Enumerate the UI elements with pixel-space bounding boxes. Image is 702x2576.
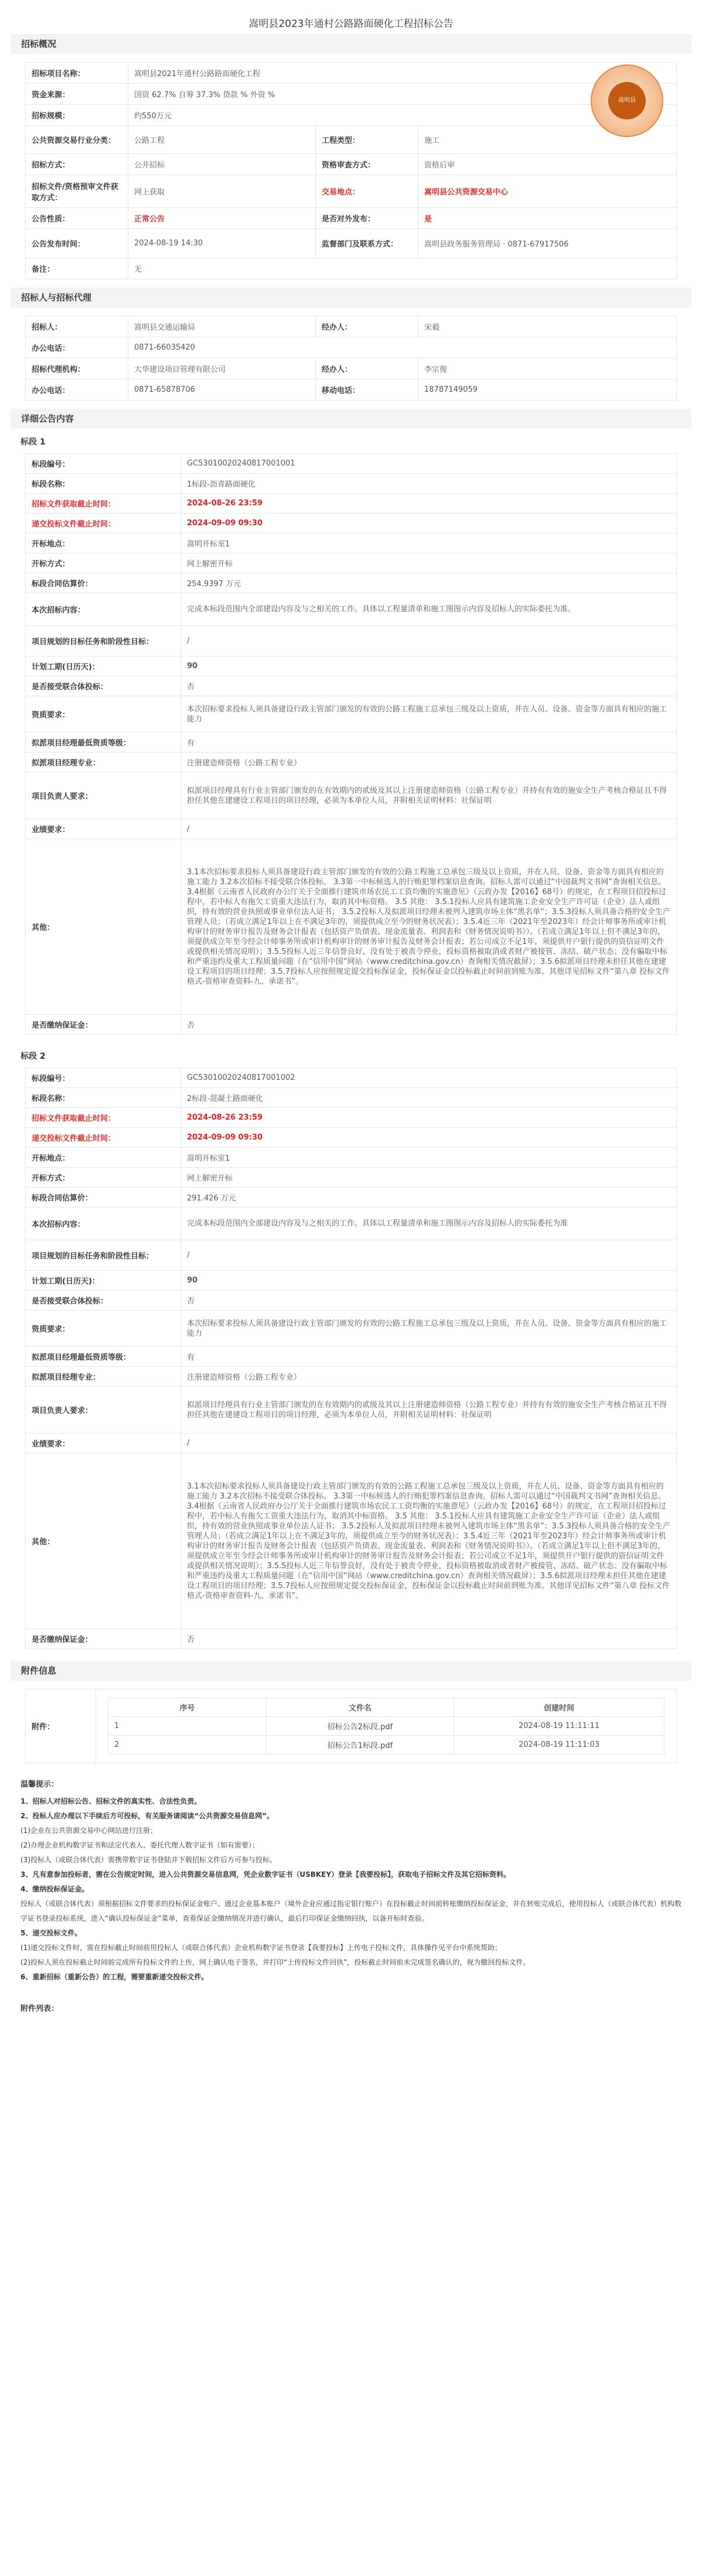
- lot-deadline-label: 招标文件获取截止时间：: [26, 1108, 181, 1128]
- agency-label: 招标代理机构：: [26, 358, 128, 379]
- method-value: 公开招标: [128, 154, 316, 175]
- lot-row-deposit: [26, 1015, 677, 1035]
- table-row[interactable]: [108, 1736, 664, 1754]
- lot-row-period: [26, 1271, 677, 1291]
- remark-label: 备注：: [26, 258, 128, 279]
- lot-row-performance: [26, 1434, 677, 1453]
- publish-label: 公告发布时间：: [26, 229, 128, 258]
- tip-line: 4、缴纳投标保证金。: [21, 1885, 89, 1893]
- lot-row-lot-goal: [26, 1240, 677, 1271]
- lot-name-value: 1标段-沥青路面硬化: [181, 474, 677, 494]
- place-value: 嵩明县公共资源交易中心: [418, 175, 677, 208]
- lot-name-label: 标段名称：: [26, 1088, 181, 1108]
- lot-row-performance: [26, 819, 677, 839]
- lot-manager-major-value: 注册建造师资格（公路工程专业）: [181, 1367, 677, 1387]
- lot-scope-value: 完成本标段范围内全部建设内容及与之相关的工作。具体以工程量清单和施工图图示内容及招标人的实际委托为准。: [181, 593, 677, 626]
- tip-line: 6、重新招标（重新公告）的工程，需要重新递交投标文件。: [21, 1973, 209, 1981]
- handler2-value: 李宗俊: [418, 358, 677, 379]
- attachment-no: 2: [108, 1736, 267, 1754]
- lot-performance-label: 业绩要求：: [26, 1434, 181, 1453]
- lot-performance-value: /: [181, 1434, 677, 1453]
- lot-row-manager-major: [26, 752, 677, 772]
- engineering-type-label: 工程类型：: [316, 126, 418, 154]
- agent-block: [0, 307, 702, 409]
- lot-period-value: 90: [181, 1271, 677, 1291]
- lot-deposit-value: 否: [181, 1015, 677, 1035]
- lot-row-scope: [26, 1207, 677, 1240]
- tenderer-label: 招标人：: [26, 316, 128, 337]
- lot-bid-deadline-value: 2024-09-09 09:30: [181, 1128, 677, 1148]
- lot-row-price: [26, 573, 677, 593]
- lot-deposit-label: 是否缴纳保证金：: [26, 1015, 181, 1035]
- foreign-label: 是否对外发布：: [316, 208, 418, 229]
- tip-line: (1)企业在公共资源交易中心网站进行注册；: [21, 1826, 157, 1835]
- scale-value: 约550万元: [128, 105, 677, 126]
- public-resource-value: 公路工程: [128, 126, 316, 154]
- lot-performance-label: 业绩要求：: [26, 819, 181, 839]
- lot-open-method-value: 网上解密开标: [181, 1168, 677, 1188]
- lot-open-method-label: 开标方式：: [26, 553, 181, 573]
- attachment-time: 2024-08-19 11:11:11: [454, 1717, 664, 1736]
- public-resource-label: 公共资源交易行业分类：: [26, 126, 128, 154]
- lot-block: [0, 453, 702, 1043]
- lot-row-qualification: [26, 696, 677, 733]
- overview-head: 招标概况: [11, 34, 691, 54]
- row-obtain: [26, 175, 677, 208]
- page-title: 嵩明县2023年通村公路路面硬化工程招标公告: [248, 18, 454, 30]
- nature-label: 公告性质：: [26, 208, 128, 229]
- lot-row-code: [26, 454, 677, 474]
- remark-value: 无: [128, 258, 677, 279]
- attachments-block: [0, 1681, 702, 1771]
- tip-line: 1、招标人对招标公告、招标文件的真实性、合法性负责。: [21, 1797, 202, 1805]
- lot-row-deadline: [26, 494, 677, 514]
- lot-row-deposit: [26, 1629, 677, 1649]
- lot-row-lot-goal: [26, 626, 677, 656]
- lot-row-open-place: [26, 1148, 677, 1168]
- lot-row-deadline: [26, 1108, 677, 1128]
- tip-line: 5、递交投标文件。: [21, 1929, 82, 1937]
- lot-lot-goal-value: /: [181, 1240, 677, 1271]
- attachments-outer-table: [25, 1689, 677, 1763]
- phone1-value: 0871-66035420: [128, 337, 677, 358]
- lot-code-value: GC53010020240817001001: [181, 454, 677, 474]
- lot-code-label: 标段编号：: [26, 454, 181, 474]
- attachments-row: [26, 1689, 677, 1763]
- lot-name-value: 2标段-混凝土路面硬化: [181, 1088, 677, 1108]
- official-seal-icon: [591, 64, 663, 137]
- lot-deposit-label: 是否缴纳保证金：: [26, 1629, 181, 1649]
- lot-row-name: [26, 474, 677, 494]
- lot-consortium-value: 否: [181, 1291, 677, 1311]
- lot-scope-label: 本次招标内容：: [26, 593, 181, 626]
- lot-row-open-place: [26, 533, 677, 553]
- lot-manager-req-value: 有: [181, 1347, 677, 1367]
- lot-block: [0, 1068, 702, 1657]
- lot-code-label: 标段编号：: [26, 1068, 181, 1088]
- lot-open-place-label: 开标地点：: [26, 1148, 181, 1168]
- row-tenderer: [26, 316, 677, 337]
- lot-title: 标段 2: [21, 1052, 46, 1061]
- lot-row-qualification: [26, 1311, 677, 1347]
- row-phone1: [26, 337, 677, 358]
- funding-label: 资金来源：: [26, 84, 128, 105]
- lot-consortium-label: 是否接受联合体投标：: [26, 676, 181, 696]
- attachments-label: 附件：: [26, 1689, 96, 1763]
- lot-qualification-label: 资质要求：: [26, 1311, 181, 1347]
- attachments-header-row: [108, 1698, 664, 1717]
- lot-open-place-label: 开标地点：: [26, 533, 181, 553]
- seal-text: 嵩明县: [608, 82, 646, 119]
- lot-manager-major-value: 注册建造师资格（公路工程专业）: [181, 752, 677, 772]
- lot-lot-goal-value: /: [181, 626, 677, 656]
- lot-manager-major-label: 拟派项目经理专业：: [26, 1367, 181, 1387]
- lot-qualification-value: 本次招标要求投标人须具备建设行政主管部门颁发的有效的公路工程施工总承包三级及以上资质，并在人员、设备、资金等方面具有相应的施工能力: [181, 696, 677, 733]
- funding-value: 国资 62.7% 自筹 37.3% 贷款 % 外资 %: [128, 84, 677, 105]
- lot-row-manager-qual: [26, 1387, 677, 1434]
- project-name-label: 招标项目名称：: [26, 63, 128, 84]
- lot-row-consortium: [26, 1291, 677, 1311]
- obtain-label: 招标文件/资格预审文件获取方式：: [26, 175, 128, 208]
- lot-manager-req-label: 拟派项目经理最低资质等级：: [26, 1347, 181, 1367]
- phone2-label: 办公电话：: [26, 379, 128, 401]
- lot-row-manager-req: [26, 733, 677, 752]
- lot-code-value: GC53010020240817001002: [181, 1068, 677, 1088]
- lot-period-label: 计划工期(日历天)：: [26, 1271, 181, 1291]
- lot-deadline-value: 2024-08-26 23:59: [181, 494, 677, 514]
- place-label: 交易地点：: [316, 175, 418, 208]
- lot-consortium-value: 否: [181, 676, 677, 696]
- lot-period-label: 计划工期(日历天)：: [26, 656, 181, 676]
- mobile-label: 移动电话：: [316, 379, 418, 401]
- lot-bid-deadline-value: 2024-09-09 09:30: [181, 514, 677, 533]
- row-method: [26, 154, 677, 175]
- lot-bid-deadline-label: 递交投标文件截止时间：: [26, 1128, 181, 1148]
- col-file: 文件名: [267, 1698, 454, 1717]
- lot-qualification-label: 资质要求：: [26, 696, 181, 733]
- lot-row-consortium: [26, 676, 677, 696]
- nature-value: 正常公告: [128, 208, 316, 229]
- row-publish: [26, 229, 677, 258]
- attachments-table: [108, 1698, 664, 1754]
- row-project-name: [26, 63, 677, 84]
- lot-open-method-value: 网上解密开标: [181, 553, 677, 573]
- lot-row-name: [26, 1088, 677, 1108]
- overview-block: [0, 54, 702, 288]
- lot-open-method-label: 开标方式：: [26, 1168, 181, 1188]
- agent-head: 招标人与招标代理: [11, 288, 691, 307]
- lot-lot-goal-label: 项目规划的目标任务和阶段性目标：: [26, 1240, 181, 1271]
- row-agency: [26, 358, 677, 379]
- review-label: 资格审查方式：: [316, 154, 418, 175]
- attachment-list-label: 附件列表：: [21, 2004, 59, 2013]
- mobile-value: 18787149059: [418, 379, 677, 401]
- phone1-label: 办公电话：: [26, 337, 128, 358]
- publish-value: 2024-08-19 14:30: [128, 229, 316, 258]
- supervise-value: 嵩明县政务服务管理局 · 0871-67917506: [418, 229, 677, 258]
- engineering-type-value: 施工: [418, 126, 677, 154]
- attachment-file-link[interactable]: 招标公告1标段.pdf: [267, 1736, 454, 1754]
- lot-open-place-value: 嵩明开标室1: [181, 1148, 677, 1168]
- row-funding: [26, 84, 677, 105]
- row-remark: [26, 258, 677, 279]
- overview-table: [25, 62, 677, 279]
- lot-manager-qual-value: 拟派项目经理具有行业主管部门颁发的在有效期内的贰级及其以上注册建造师资格（公路工程专业）并持有有效的施安全生产考核合格证且不得担任其他在建建设工程项目的项目经理，必须为本单位人员，并附相关证明材料：社保证明: [181, 1387, 677, 1434]
- lot-scope-value: 完成本标段范围内全部建设内容及与之相关的工作。具体以工程量清单和施工图图示内容及招标人的实际委托为准: [181, 1207, 677, 1240]
- lot-other-value: 3.1本次招标要求投标人须具备建设行政主管部门颁发的有效的公路工程施工总承包三级及以上资质，并在人员、设备、资金等方面具有相应的施工能力 3.2本次招标不接受联合体投标。 3.3第一中标候选人的行贿犯罪档案信息查询。招标人需可以通过“中国裁判文书网”查询相关信息。 3.4根据《云南省人民政府办公厅关于全面推行建筑市场农民工工资均衡的实施意见》（云政办发【2016】68号）的规定，在工程项目招投标过程中，若中标人有拖欠工资重大违法行为，取消其中标资格。 3.5 其他： 3.5.1投标人应具有建筑施工企业安全生产许可证（企业）法人或组织，持有效的营业执照或事业单位法人证书； 3.5.2投标人及拟派项目经理未被列入建筑市场主体“黑名单”；3.5.3投标人须具备合格的安全生产管理人员；（若成立满足1年以上在不满足3年的，须提供成立至今的财务状况表）；3.5.4近三年（2021年至2023年）经会计师事务所或审计机构审计的财务审计报告及财务会计报表（包括资产负债表、现金流量表、利润表和《财务情况说明书》）。（若成立满足1年以上但不满足3年的，须提供成立年至今经会计师事务所或审计机构审计的财务审计报告及财务会计报表；若公司成立不足1年，须提供开户银行提供的资信证明文件或提供相关情况说明）；3.5.5投标人近三年信誉良好，没有处于被责令停业，投标资格被取消或者财产被接管、冻结、破产状态；没有骗取中标和严重违约及重大工程质量问题（在“信用中国”网站（www.creditchina.gov.cn）查询相关情况截屏）；3.5.6拟派项目经理未担任其他在建建设工程项目的项目经理；3.5.7投标人应按照规定提交投标保证金，投标保证金以投标截止时间前到账为准。其他详见招标文件“第八章 投标文件格式-资格审查资料-九、承诺书”。: [181, 1453, 677, 1629]
- lot-row-bid-deadline: [26, 514, 677, 533]
- tips-lines: [21, 1794, 681, 1985]
- lot-row-bid-deadline: [26, 1128, 677, 1148]
- lot-open-place-value: 嵩明开标室1: [181, 533, 677, 553]
- row-public-resource: [26, 126, 677, 154]
- lot-price-label: 标段合同估算价：: [26, 573, 181, 593]
- lot-deadline-label: 招标文件获取截止时间：: [26, 494, 181, 514]
- lot-table: [25, 453, 677, 1035]
- lot-manager-qual-label: 项目负责人要求：: [26, 1387, 181, 1434]
- tip-line: (2)办理企业机构数字证书和法定代表人、委托代理人数字证书（如有需要）；: [21, 1841, 260, 1849]
- lot-deadline-value: 2024-08-26 23:59: [181, 1108, 677, 1128]
- col-time: 创建时间: [454, 1698, 664, 1717]
- review-value: 资格后审: [418, 154, 677, 175]
- obtain-value: 网上获取: [128, 175, 316, 208]
- tip-line: 2、投标人应办理以下手续后方可投标，有关服务请阅读“公共资源交易信息网”。: [21, 1812, 274, 1820]
- handler1-label: 经办人：: [316, 316, 418, 337]
- handler1-value: 宋毅: [418, 316, 677, 337]
- row-phone2: [26, 379, 677, 401]
- lot-row-price: [26, 1188, 677, 1207]
- agent-table: [25, 316, 677, 401]
- lot-price-value: 291.426 万元: [181, 1188, 677, 1207]
- foreign-value: 是: [418, 208, 677, 229]
- lot-row-other: [26, 839, 677, 1015]
- tip-line: (3)投标人（或联合体代表）需携带数字证书登陆并下载招标文件后方可参与投标。: [21, 1856, 277, 1864]
- row-nature: [26, 208, 677, 229]
- lot-row-code: [26, 1068, 677, 1088]
- lot-row-manager-req: [26, 1347, 677, 1367]
- tip-line: (2)投标人须在投标截止时间前完成所有投标文件的上传，网上确认电子签名，并打印“上传投标文件回执”，投标截止时间前未完成签名确认的，视为撤回投标文件。: [21, 1958, 530, 1966]
- supervise-label: 监督部门及联系方式：: [316, 229, 418, 258]
- lot-lot-goal-label: 项目规划的目标任务和阶段性目标：: [26, 626, 181, 656]
- tenderer-value: 嵩明县交通运输局: [128, 316, 316, 337]
- lot-title: 标段 1: [21, 437, 46, 447]
- detail-head: 详细公告内容: [11, 409, 691, 429]
- col-no: 序号: [108, 1698, 267, 1717]
- project-name-value: 嵩明县2021年通村公路路面硬化工程: [128, 63, 677, 84]
- tips: [0, 1771, 702, 1990]
- lot-manager-req-value: 有: [181, 733, 677, 752]
- lot-price-label: 标段合同估算价：: [26, 1188, 181, 1207]
- lot-row-open-method: [26, 553, 677, 573]
- attachments-cell: [96, 1689, 677, 1763]
- table-row[interactable]: [108, 1717, 664, 1736]
- handler2-label: 经办人：: [316, 358, 418, 379]
- scale-label: 招标规模：: [26, 105, 128, 126]
- attachment-time: 2024-08-19 11:11:03: [454, 1736, 664, 1754]
- lot-manager-major-label: 拟派项目经理专业：: [26, 752, 181, 772]
- attachments-head: 附件信息: [11, 1661, 691, 1681]
- phone2-value: 0871-65878706: [128, 379, 316, 401]
- lot-performance-value: /: [181, 819, 677, 839]
- lot-price-value: 254.9397 万元: [181, 573, 677, 593]
- lot-qualification-value: 本次招标要求投标人须具备建设行政主管部门颁发的有效的公路工程施工总承包三级及以上资质，并在人员、设备、资金等方面具有相应的施工能力: [181, 1311, 677, 1347]
- lot-row-manager-qual: [26, 772, 677, 819]
- attachment-no: 1: [108, 1717, 267, 1736]
- lot-row-other: [26, 1453, 677, 1629]
- lot-other-label: 其他：: [26, 1453, 181, 1629]
- row-scale: [26, 105, 677, 126]
- tip-line: 投标人（或联合体代表）须根据招标文件要求的投标保证金账户、通过企业基本账户（境外企业应通过指定银行账户）在投标截止时间前转账缴纳投标保证金，并在转账完成后，使用投标人（或联合体代表）机构数字证书登录投标系统，进入“确认投标保证金”菜单，查看保证金缴纳情况并进行确认，最后打印保证金缴纳回执，以备开标时查验。: [21, 1900, 682, 1922]
- lot-other-value: 3.1本次招标要求投标人须具备建设行政主管部门颁发的有效的公路工程施工总承包三级及以上资质，并在人员、设备、资金等方面具有相应的施工能力 3.2本次招标不接受联合体投标。 3.3第一中标候选人的行贿犯罪档案信息查询。招标人需可以通过“中国裁判文书网”查询相关信息。 3.4根据《云南省人民政府办公厅关于全面推行建筑市场农民工工资均衡的实施意见》（云政办发【2016】68号）的规定，在工程项目招投标过程中，若中标人有拖欠工资重大违法行为，取消其中标资格。 3.5 其他： 3.5.1投标人应具有建筑施工企业安全生产许可证（企业）法人或组织，持有效的营业执照或事业单位法人证书； 3.5.2投标人及拟派项目经理未被列入建筑市场主体“黑名单”；3.5.3投标人须具备合格的安全生产管理人员；（若成立满足1年以上在不满足3年的，须提供成立至今的财务状况表）；3.5.4近三年（2021年至2023年）经会计师事务所或审计机构审计的财务审计报告及财务会计报表（包括资产负债表、现金流量表、利润表和《财务情况说明书》）。（若成立满足1年以上但不满足3年的，须提供成立年至今经会计师事务所或审计机构审计的财务审计报告及财务会计报表；若公司成立不足1年，须提供开户银行提供的资信证明文件或提供相关情况说明）；3.5.5投标人近三年信誉良好，没有处于被责令停业，投标资格被取消或者财产被接管、冻结、破产状态；没有骗取中标和严重违约及重大工程质量问题（在“信用中国”网站（www.creditchina.gov.cn）查询相关情况截屏）；3.5.6拟派项目经理未担任其他在建建设工程项目的项目经理；3.5.7投标人应按照规定提交投标保证金，投标保证金以投标截止时间前到账为准。其他详见招标文件“第八章 投标文件格式-资格审查资料-九、承诺书”。: [181, 839, 677, 1015]
- lot-manager-qual-value: 拟派项目经理具有行业主管部门颁发的在有效期内的贰级及其以上注册建造师资格（公路工程专业）并持有有效的施安全生产考核合格证且不得担任其他在建建设工程项目的项目经理，必须为本单位人员，并附相关证明材料：社保证明: [181, 772, 677, 819]
- tip-line: (1)递交投标文件时，需在投标截止时间前用投标人（或联合体代表）企业机构数字证书登录【我要投标】上传电子投标文件，具体操作见平台中系统帮助；: [21, 1944, 502, 1952]
- attachment-file-link[interactable]: 招标公告2标段.pdf: [267, 1717, 454, 1736]
- lot-bid-deadline-label: 递交投标文件截止时间：: [26, 514, 181, 533]
- lots-container: [0, 429, 702, 1657]
- method-label: 招标方式：: [26, 154, 128, 175]
- lot-other-label: 其他：: [26, 839, 181, 1015]
- tips-title: 温馨提示：: [21, 1780, 59, 1789]
- lot-row-period: [26, 656, 677, 676]
- lot-row-open-method: [26, 1168, 677, 1188]
- tip-line: 3、凡有意参加投标者，需在公告规定时间，进入公共资源交易信息网，凭企业数字证书（USBKEY）登录【我要投标】，获取电子招标文件及其它招标资料。: [21, 1870, 511, 1879]
- lot-row-manager-major: [26, 1367, 677, 1387]
- lot-name-label: 标段名称：: [26, 474, 181, 494]
- lot-manager-qual-label: 项目负责人要求：: [26, 772, 181, 819]
- lot-scope-label: 本次招标内容：: [26, 1207, 181, 1240]
- lot-manager-req-label: 拟派项目经理最低资质等级：: [26, 733, 181, 752]
- agency-value: 大华建设项目管理有限公司: [128, 358, 316, 379]
- lot-deposit-value: 否: [181, 1629, 677, 1649]
- lot-consortium-label: 是否接受联合体投标：: [26, 1291, 181, 1311]
- lot-period-value: 90: [181, 656, 677, 676]
- lot-table: [25, 1068, 677, 1649]
- lot-row-scope: [26, 593, 677, 626]
